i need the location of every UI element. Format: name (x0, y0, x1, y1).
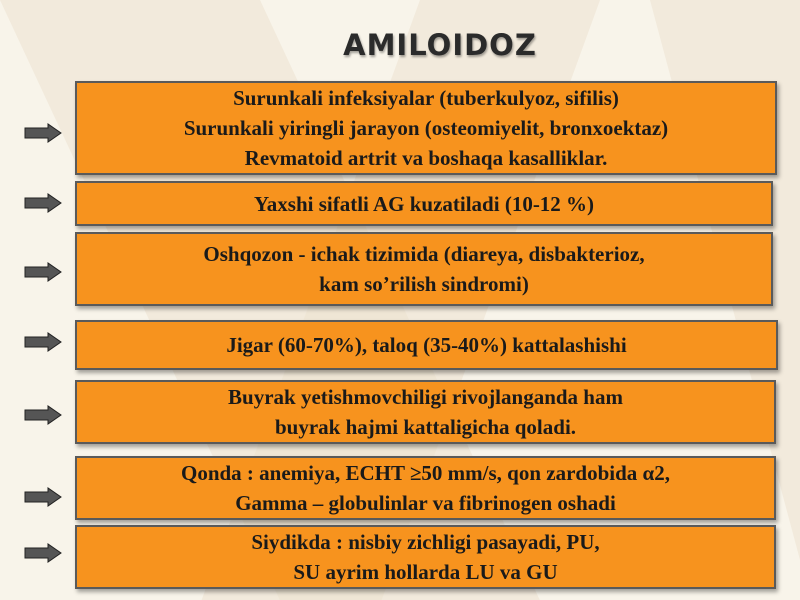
right-arrow-icon (24, 543, 62, 563)
right-arrow-icon (24, 193, 62, 213)
info-box-4-line-1: Jigar (60-70%), taloq (35-40%) kattalashishi (226, 333, 627, 357)
info-box-5 (75, 380, 776, 444)
info-box-7-line-1: Siydikda : nisbiy zichligi pasayadi, PU, (251, 530, 600, 554)
info-box-7-line-2: SU ayrim hollarda LU va GU (293, 560, 558, 584)
right-arrow-icon (24, 262, 62, 282)
info-box-3 (75, 232, 773, 306)
info-box-3-line-1: Oshqozon - ichak tizimida (diareya, disbakterioz, (203, 242, 645, 266)
info-box-6-line-2: Gamma – globulinlar va fibrinogen oshadi (235, 491, 616, 515)
info-box-6 (75, 456, 776, 520)
slide-title: AMILOIDOZ (343, 28, 537, 62)
info-box-1-line-3: Revmatoid artrit va boshaqa kasalliklar. (244, 146, 608, 170)
right-arrow-icon (24, 405, 62, 425)
info-box-3-line-2: kam so’rilish sindromi) (319, 272, 529, 296)
info-box-1 (75, 81, 777, 175)
info-box-2 (75, 181, 773, 226)
info-box-4 (75, 320, 778, 370)
info-box-2-line-1: Yaxshi sifatli AG kuzatiladi (10-12 %) (253, 191, 595, 216)
info-box-1-line-2: Surunkali yiringli jarayon (osteomiyelit, bronxoektaz) (183, 116, 669, 140)
right-arrow-icon (24, 332, 62, 352)
info-box-6-line-1: Qonda : anemiya, ECHT ≥50 mm/s, qon zardobida α2, (180, 461, 670, 485)
info-box-7 (75, 525, 776, 589)
info-box-1-line-1: Surunkali infeksiyalar (tuberkulyoz, sifilis) (233, 86, 619, 110)
info-box-5-line-1: Buyrak yetishmovchiligi rivojlanganda ham (228, 385, 623, 409)
info-box-5-line-2: buyrak hajmi kattaligicha qoladi. (274, 415, 577, 439)
right-arrow-icon (24, 487, 62, 507)
right-arrow-icon (24, 123, 62, 143)
